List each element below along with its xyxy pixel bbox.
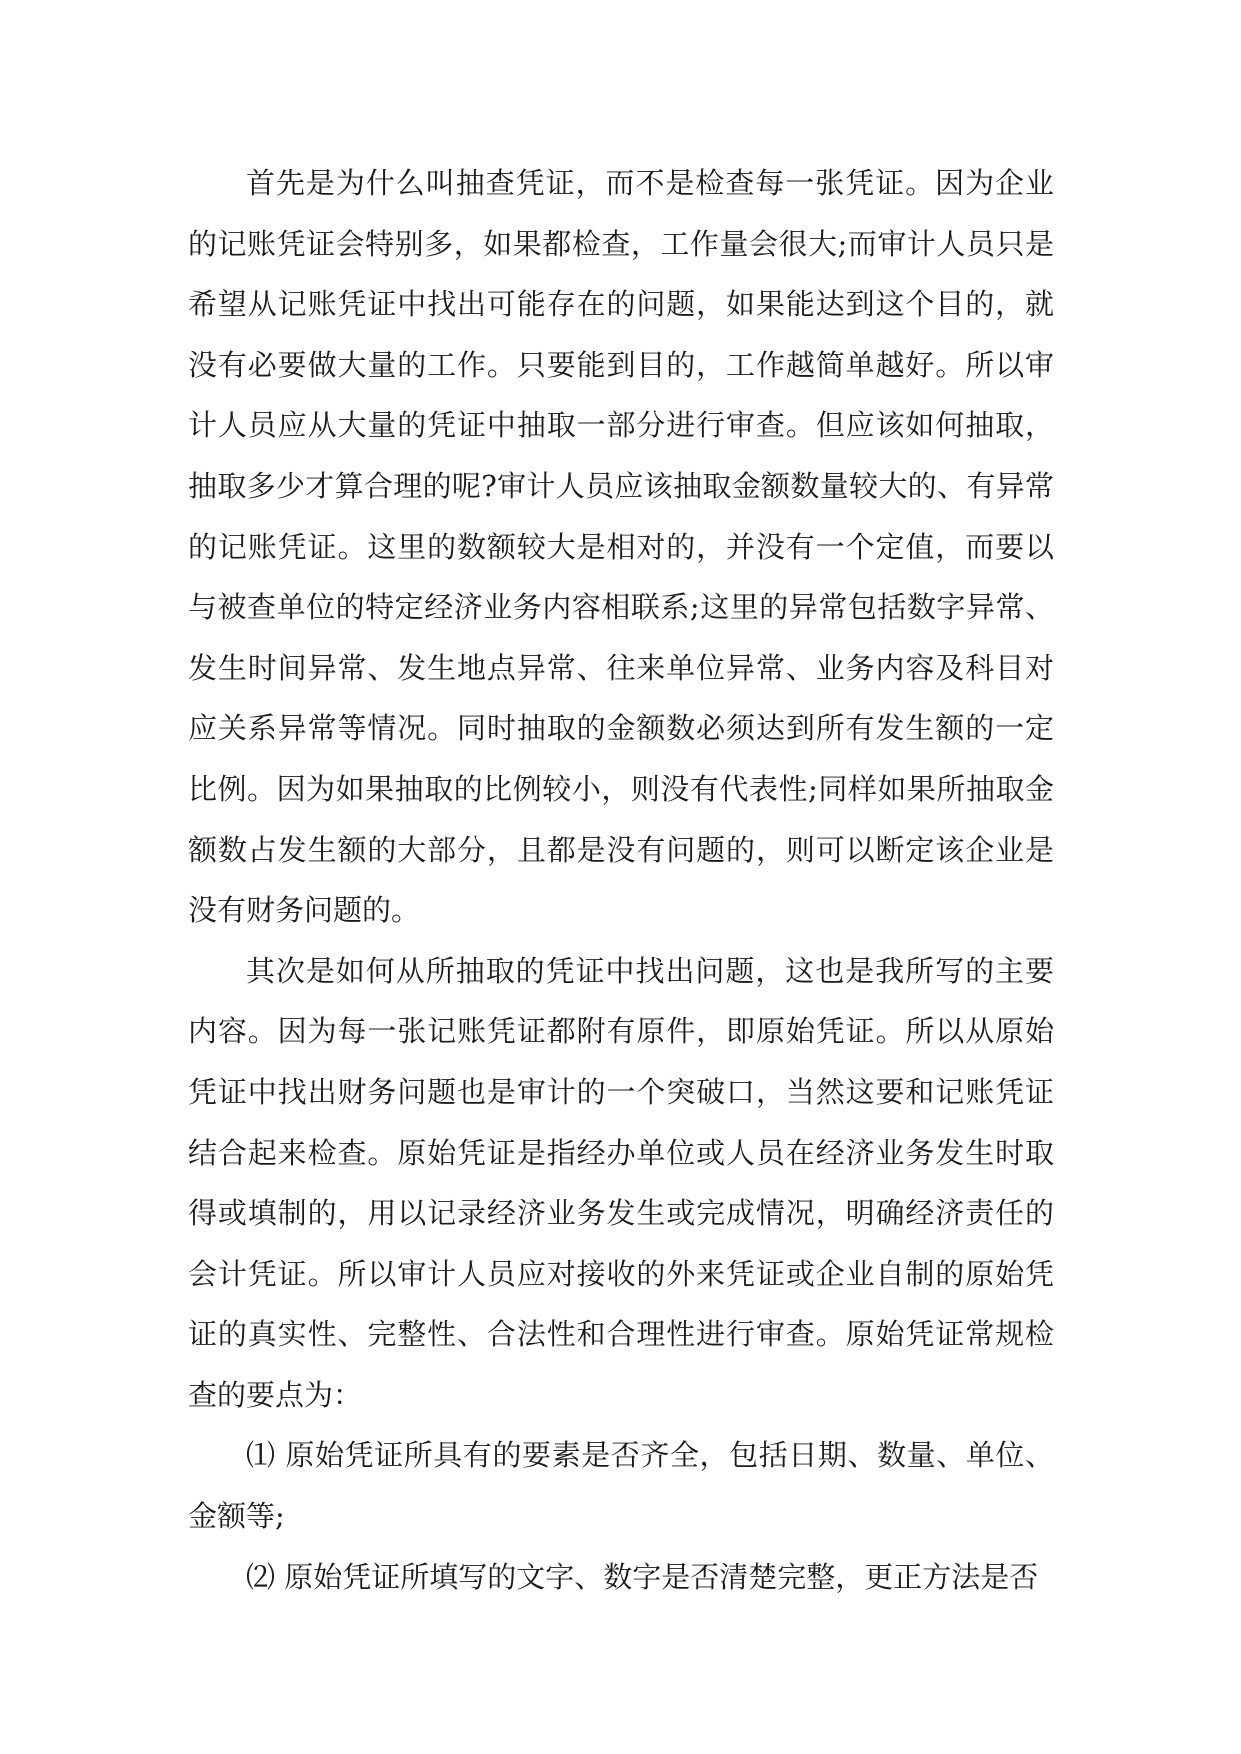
list-item-2: ⑵ 原始凭证所填写的文字、数字是否清楚完整，更正方法是否 xyxy=(246,1559,1039,1594)
list-item-1: ⑴ 原始凭证所具有的要素是否齐全，包括日期、数量、单位、金额等; xyxy=(188,1438,1054,1534)
paragraph-original-voucher-review: 其次是如何从所抽取的凭证中找出问题，这也是我所写的主要内容。因为每一张记账凭证都附有原件，即原始凭证。所以从原始凭证中找出财务问题也是审计的一个突破口，当然这要和记账凭证结合起来检查。原始凭证是指经办单位或人员在经济业务发生时取得或填制的，用以记录经济业务发生或完成情况，明确经济责任的会计凭证。所以审计人员应对接收的外来凭证或企业自制的原始凭证的真实性、完整性、合法性和合理性进行审查。原始凭证常规检查的要点为： xyxy=(188,953,1054,1412)
paragraph-sampling-rationale: 首先是为什么叫抽查凭证，而不是检查每一张凭证。因为企业的记账凭证会特别多，如果都检查，工作量会很大;而审计人员只是希望从记账凭证中找出可能存在的问题，如果能达到这个目的，就没有必要做大量的工作。只要能到目的，工作越简单越好。所以审计人员应从大量的凭证中抽取一部分进行审查。但应该如何抽取，抽取多少才算合理的呢?审计人员应该抽取金额数量较大的、有异常的记账凭证。这里的数额较大是相对的，并没有一个定值，而要以与被查单位的特定经济业务内容相联系;这里的异常包括数字异常、发生时间异常、发生地点异常、往来单位异常、业务内容及科目对应关系异常等情况。同时抽取的金额数必须达到所有发生额的一定比例。因为如果抽取的比例较小，则没有代表性;同样如果所抽取金额数占发生额的大部分，且都是没有问题的，则可以断定该企业是没有财务问题的。 xyxy=(188,166,1054,928)
document-body xyxy=(188,153,1054,1607)
